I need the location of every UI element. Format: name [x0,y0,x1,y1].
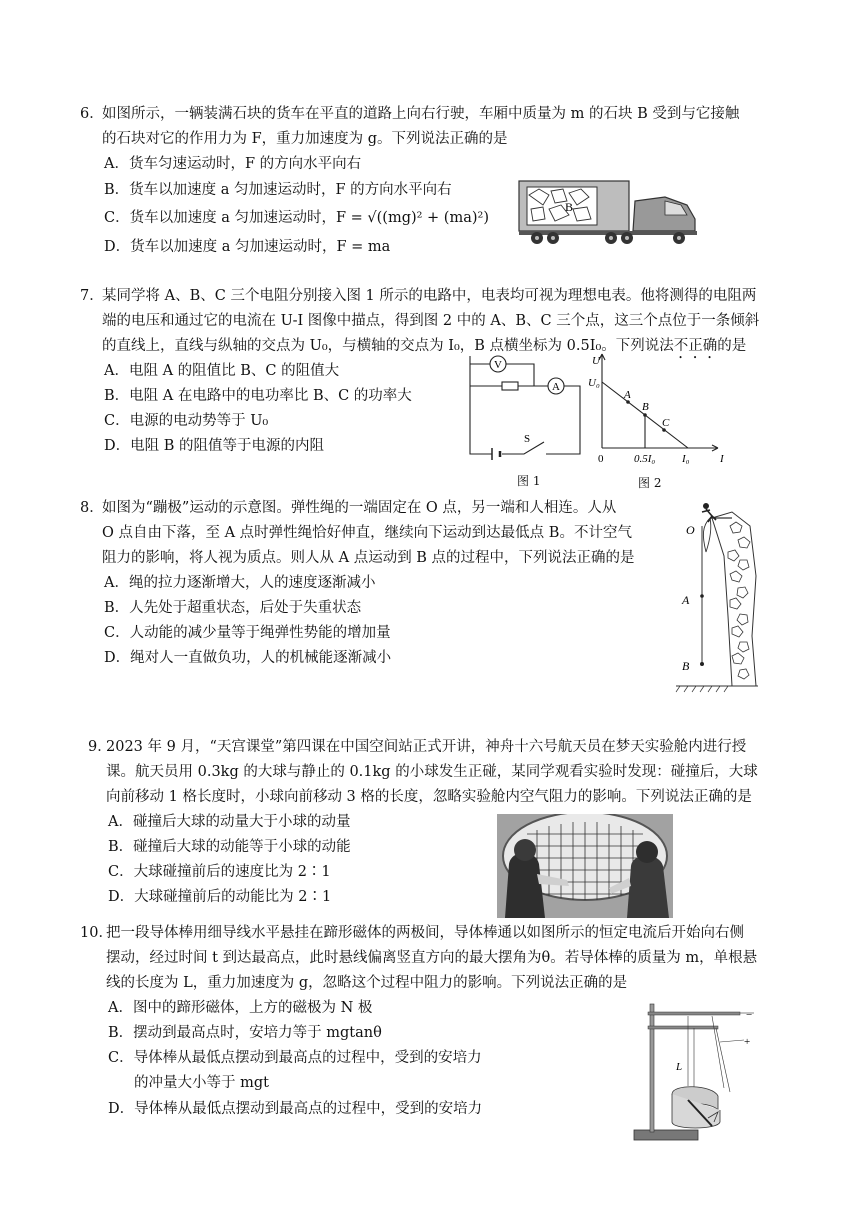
q8-stem-line1: 如图为“蹦极”运动的示意图。弹性绳的一端固定在 O 点，另一端和人相连。人从 [102,500,617,516]
q9-option-a: A．碰撞后大球的动量大于小球的动量 [108,814,351,830]
origin-label: 0 [598,453,604,465]
q9-number: 9． [88,739,112,755]
q9-stem-line2: 课。航天员用 0.3kg 的大球与静止的 0.1kg 的小球发生正碰，某同学观看实验时发现：碰撞后，大球 [106,764,758,780]
q8-stem-line3: 阻力的影响，将人视为质点。则人从 A 点运动到 B 点的过程中，下列说法正确的是 [102,550,635,566]
q7-option-d: D．电阻 B 的阻值等于电源的内阻 [104,438,324,454]
q6-stem-line2: 的石块对它的作用力为 F，重力加速度为 g。下列说法正确的是 [102,131,508,147]
u0-label: U₀ [588,377,600,389]
q6-option-b: B．货车以加速度 a 匀加速运动时，F 的方向水平向右 [104,182,452,198]
q8-option-a: A．绳的拉力逐渐增大，人的速度逐渐减小 [104,575,376,591]
point-a-label: A [682,593,690,607]
q7-stem-line2: 端的电压和通过它的电流在 U-I 图像中描点，得到图 2 中的 A、B、C 三个点，这三个点位于一条倾斜 [102,313,760,329]
q8-option-c: C．人动能的减少量等于绳弹性势能的增加量 [104,625,391,641]
q7-number: 7． [80,288,104,304]
point-b-label: B [682,659,690,673]
q6-option-c: C．货车以加速度 a 匀加速运动时，F = √((mg)² + (ma)²) [104,210,489,226]
q10-option-d: D．导体棒从最低点摆动到最高点的过程中，受到的安培力 [108,1101,483,1117]
minus-terminal-label: − [746,1009,753,1021]
q10-stem-line3: 线的长度为 L，重力加速度为 g，忽略这个过程中阻力的影响。下列说法正确的是 [106,975,628,991]
q9-option-b: B．碰撞后大球的动能等于小球的动能 [108,839,351,855]
q7-option-a: A．电阻 A 的阻值比 B、C 的阻值大 [104,363,340,379]
circuit-figure-1 [466,350,591,465]
figure-1-caption: 图 1 [517,474,541,488]
q9-stem-line1: 2023 年 9 月，“天宫课堂”第四课在中国空间站正式开讲，神舟十六号航天员在梦天实验舱内进行授 [106,739,747,755]
truck-figure [515,175,715,247]
q7-stem-line3-end: 的是 [717,338,747,354]
bungee-figure [672,496,758,696]
ammeter-label: A [552,381,560,393]
length-l-label: L [676,1061,683,1073]
q7-option-c: C．电源的电动势等于 U₀ [104,413,269,429]
magnet-pendulum-figure [628,1000,758,1146]
stone-b-label: B [565,200,574,214]
q7-stem-line3-main: 的直线上，直线与纵轴的交点为 U₀，与横轴的交点为 I₀，B 点横坐标为 0.5I₀。下列说法 [102,338,674,354]
point-b [643,413,647,417]
q7-stem-line1: 某同学将 A、B、C 三个电阻分别接入图 1 所示的电路中，电表均可视为理想电表。他将测得的电阻两 [102,288,757,304]
q6-number: 6． [80,106,104,122]
q8-number: 8． [80,500,104,516]
q8-option-d: D．绳对人一直做负功，人的机械能逐渐减小 [104,650,392,666]
figure-2-caption: 图 2 [638,476,662,490]
plus-terminal-label: + [744,1036,751,1048]
q10-option-c: C．导体棒从最低点摆动到最高点的过程中，受到的安培力 [108,1050,482,1066]
point-c-label: C [662,417,670,429]
q6-option-d: D．货车以加速度 a 匀加速运动时，F = ma [104,239,391,255]
space-station-photo [497,814,673,918]
q8-stem-line2: O 点自由下落，至 A 点时弹性绳恰好伸直，继续向下运动到达最低点 B。不计空气 [102,525,632,541]
q7-option-b: B．电阻 A 在电路中的电功率比 B、C 的功率大 [104,388,412,404]
q10-option-a: A．图中的蹄形磁体，上方的磁极为 N 极 [108,1000,373,1016]
voltmeter-label: V [494,359,502,371]
q8-option-b: B．人先处于超重状态，后处于失重状态 [104,600,362,616]
point-o-label: O [686,523,695,537]
q6-option-a: A．货车匀速运动时，F 的方向水平向右 [104,156,362,172]
q10-option-b: B．摆动到最高点时，安培力等于 mgtanθ [108,1025,382,1041]
u-axis-label: U [592,355,600,367]
q10-stem-line1: 把一段导体棒用细导线水平悬挂在蹄形磁体的两极间，导体棒通以如图所示的恒定电流后开始向右侧 [106,925,744,941]
ui-graph-figure-2 [588,348,728,470]
half-i0-label: 0.5I₀ [634,453,656,465]
q10-number: 10． [80,925,113,941]
i-axis-label: I [720,453,724,465]
point-b-label: B [642,401,649,413]
point-a-label: A [624,389,631,401]
q7-emphasis-not-correct: 不正确 [673,338,718,354]
i0-label: I₀ [682,453,690,465]
q10-option-c-cont: 的冲量大小等于 mgt [134,1075,269,1091]
q9-stem-line3: 向前移动 1 格长度时，小球向前移动 3 格的长度，忽略实验舱内空气阻力的影响。下列说法正确的是 [106,789,752,805]
q10-stem-line2: 摆动，经过时间 t 到达最高点，此时悬线偏离竖直方向的最大摆角为θ。若导体棒的质量为 m，单根悬 [106,950,758,966]
q6-stem-line1: 如图所示，一辆装满石块的货车在平直的道路上向右行驶，车厢中质量为 m 的石块 B 受到与它接触 [102,106,740,122]
q9-option-d: D．大球碰撞前后的动能比为 2∶1 [108,889,332,905]
q9-option-c: C．大球碰撞前后的速度比为 2∶1 [108,864,331,880]
switch-label: S [524,433,531,445]
